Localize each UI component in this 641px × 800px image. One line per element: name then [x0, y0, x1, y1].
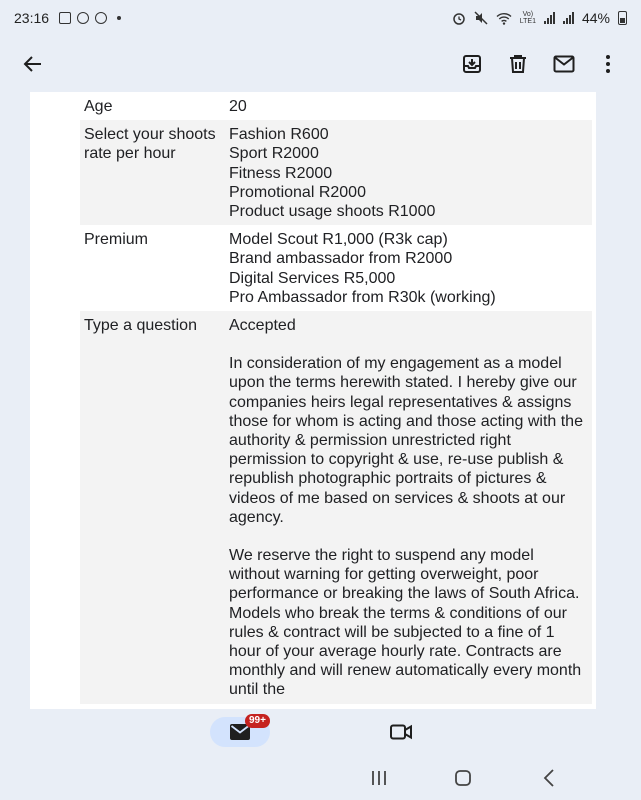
gallery-notification-icon	[59, 12, 71, 24]
battery-percent: 44%	[581, 10, 610, 26]
system-back-button[interactable]	[534, 765, 564, 791]
back-button[interactable]	[15, 46, 51, 82]
recents-button[interactable]	[364, 765, 394, 791]
value-line: Fitness R2000	[229, 164, 333, 182]
value-line: Sport R2000	[229, 145, 319, 163]
row-value	[229, 230, 588, 307]
archive-button[interactable]	[454, 46, 490, 82]
row-label: Age	[84, 98, 113, 115]
trash-icon	[509, 54, 527, 74]
nav-meet-tab[interactable]	[383, 717, 419, 747]
terms-paragraph: In consideration of my engagement as a model upon the terms herewith stated. I hereby give our companies heirs legal representatives & assigns those for whom is acting and those acting with the authority & permission unrestricted right permission to copyright & use, re-use publish & republish photographic portraits of pictures & videos of me based on services & shoots at our agency.	[229, 355, 583, 526]
signal-strength-2-icon	[563, 12, 574, 24]
row-label: Type a question	[84, 317, 197, 335]
row-label: Select your shoots rate per hour	[84, 126, 216, 163]
status-left	[14, 10, 121, 26]
mute-icon	[474, 11, 488, 25]
mail-icon	[553, 55, 575, 73]
recents-icon	[371, 770, 387, 786]
value-line: Promotional R2000	[229, 183, 366, 201]
wifi-icon	[496, 12, 512, 25]
value-line: 20	[229, 98, 247, 115]
more-vertical-icon	[605, 54, 611, 74]
status-right	[452, 10, 627, 26]
table-row-shoot-rates	[80, 120, 592, 225]
status-bar	[0, 0, 641, 36]
row-label: Premium	[84, 231, 149, 249]
value-line: Brand ambassador from R2000	[229, 250, 453, 268]
instagram-notification-icon	[77, 12, 89, 24]
row-value	[229, 97, 588, 116]
email-body[interactable]	[30, 92, 596, 709]
arrow-left-icon	[23, 54, 43, 74]
back-chevron-icon	[543, 769, 555, 787]
table-row-question	[80, 311, 592, 704]
email-toolbar	[0, 36, 641, 92]
volte-text: Vo)	[522, 11, 534, 18]
alarm-icon	[452, 11, 466, 25]
table-row-age	[80, 92, 592, 120]
value-line: Fashion R600	[229, 126, 329, 144]
terms-paragraph: We reserve the right to suspend any model without warning for getting overweight, poor performance or breaking the laws of South Africa. Models who break the terms & conditions of our rules & contract will be subjected to a fine of 1 hour of your average hourly rate. Contracts are monthly and will renew automatically every month until the	[229, 547, 582, 699]
status-time: 23:16	[14, 10, 50, 26]
row-value	[229, 316, 588, 700]
network-text: LTE1	[519, 18, 536, 25]
video-camera-icon	[390, 724, 412, 740]
more-notifications-icon	[117, 16, 121, 20]
row-value	[229, 125, 588, 221]
system-navigation	[0, 757, 641, 800]
app-notification-icon	[95, 12, 107, 24]
delete-button[interactable]	[500, 46, 536, 82]
value-line: Product usage shoots R1000	[229, 203, 436, 221]
archive-icon	[462, 54, 482, 74]
volte-indicator	[520, 11, 536, 25]
table-row-premium	[80, 225, 592, 311]
value-line: Digital Services R5,000	[229, 269, 396, 287]
nav-mail-tab[interactable]	[210, 717, 270, 747]
form-response-table	[80, 92, 592, 704]
unread-badge: 99+	[245, 714, 270, 728]
home-icon	[454, 769, 472, 787]
signal-strength-1-icon	[544, 12, 555, 24]
home-button[interactable]	[448, 765, 478, 791]
bottom-navigation	[0, 709, 641, 757]
value-line: Model Scout R1,000 (R3k cap)	[229, 231, 448, 249]
battery-icon	[618, 11, 627, 25]
more-options-button[interactable]	[590, 46, 626, 82]
value-line: Accepted	[229, 317, 296, 335]
mark-unread-button[interactable]	[546, 46, 582, 82]
value-line: Pro Ambassador from R30k (working)	[229, 288, 496, 306]
